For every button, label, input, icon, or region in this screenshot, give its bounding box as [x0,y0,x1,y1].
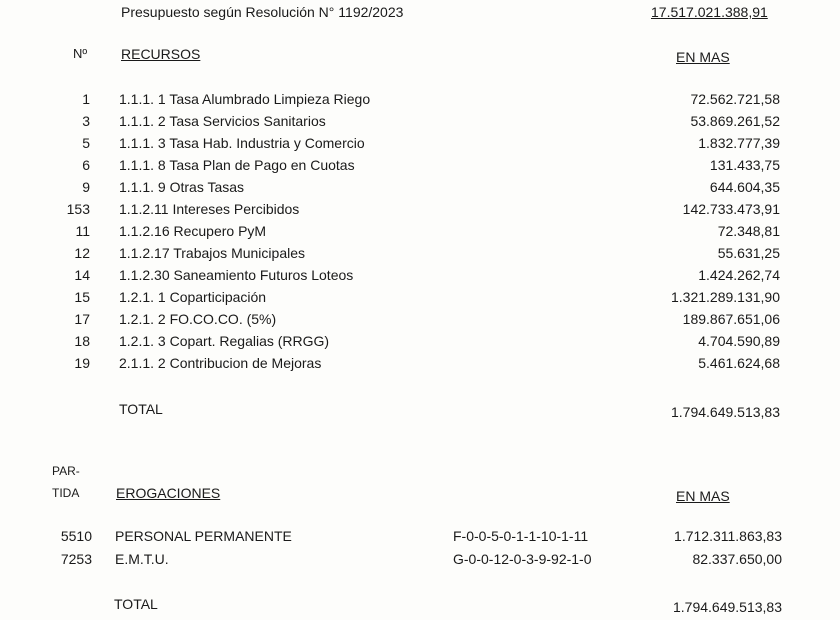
recursos-column-label: EN MAS [676,49,730,65]
recurso-amount: 53.869.261,52 [690,113,780,129]
recurso-description: 2.1.1. 2 Contribucion de Mejoras [119,355,322,371]
recurso-amount: 644.604,35 [709,179,780,195]
partida-header-line1: PAR- [52,464,80,478]
recurso-row [0,113,840,135]
recurso-amount: 4.704.590,89 [698,333,780,349]
erogacion-amount: 1.712.311.863,83 [674,528,782,544]
recurso-amount: 1.424.262,74 [698,267,780,283]
erogacion-description: PERSONAL PERMANENTE [115,528,292,544]
recurso-num: 3 [82,113,90,129]
recurso-amount: 189.867.651,06 [682,311,780,327]
recurso-num: 6 [82,157,90,173]
recurso-row [0,179,840,201]
recurso-num: 153 [66,201,90,217]
recurso-amount: 1.832.777,39 [698,135,780,151]
recurso-description: 1.1.2.11 Intereses Percibidos [119,201,300,217]
recurso-row [0,157,840,179]
erogaciones-section-label: EROGACIONES [116,485,221,501]
recurso-description: 1.1.1. 1 Tasa Alumbrado Limpieza Riego [119,91,371,107]
recurso-num: 11 [75,223,90,239]
recurso-description: 1.1.1. 3 Tasa Hab. Industria y Comercio [119,135,365,151]
recurso-description: 1.2.1. 1 Coparticipación [119,289,267,305]
erogacion-row [0,528,840,551]
recurso-row [0,201,840,223]
budget-total-amount: 17.517.021.388,91 [651,4,768,20]
erogacion-amount: 82.337.650,00 [692,551,782,567]
recurso-amount: 5.461.624,68 [698,355,780,371]
recurso-description: 1.1.2.16 Recupero PyM [119,223,267,239]
recurso-description: 1.2.1. 2 FO.CO.CO. (5%) [119,311,277,327]
recurso-num: 14 [74,267,90,283]
recurso-num: 19 [74,355,90,371]
recurso-amount: 72.348,81 [717,223,780,239]
recurso-row [0,289,840,311]
recurso-num: 15 [74,289,90,305]
recurso-amount: 72.562.721,58 [690,91,780,107]
erogacion-row [0,551,840,574]
recurso-amount: 142.733.473,91 [682,201,780,217]
recurso-amount: 1.321.289.131,90 [671,289,780,305]
recursos-total-amount: 1.794.649.513,83 [671,404,780,420]
recurso-row [0,311,840,333]
erogaciones-table [0,528,840,574]
recurso-row [0,245,840,267]
recurso-num: 9 [82,179,90,195]
recurso-num: 17 [74,311,90,327]
recurso-description: 1.1.1. 2 Tasa Servicios Sanitarios [119,113,326,129]
erogaciones-total-amount: 1.794.649.513,83 [673,599,782,615]
budget-title: Presupuesto según Resolución N° 1192/2023 [121,4,404,20]
recurso-row [0,135,840,157]
recursos-table [0,91,840,377]
recurso-num: 18 [74,333,90,349]
recurso-row [0,333,840,355]
recurso-num: 5 [82,135,90,151]
recurso-amount: 131.433,75 [709,157,780,173]
recurso-description: 1.1.1. 9 Otras Tasas [119,179,245,195]
recurso-row [0,91,840,113]
recurso-amount: 55.631,25 [717,245,780,261]
erogaciones-total-label: TOTAL [114,596,158,612]
recurso-row [0,267,840,289]
recurso-description: 1.1.2.30 Saneamiento Futuros Loteos [119,267,354,283]
recurso-description: 1.1.2.17 Trabajos Municipales [119,245,305,261]
recursos-section-label: RECURSOS [121,46,201,62]
erogacion-description: E.M.T.U. [115,551,169,567]
recursos-total-label: TOTAL [119,401,163,417]
erogacion-code: F-0-0-5-0-1-1-10-1-11 [453,528,589,544]
recurso-num: 1 [82,91,90,107]
recurso-description: 1.2.1. 3 Copart. Regalias (RRGG) [119,333,330,349]
erogacion-partida: 5510 [60,528,92,544]
partida-header-line2: TIDA [52,486,80,500]
recurso-row [0,355,840,377]
erogacion-partida: 7253 [60,551,92,567]
erogaciones-column-label: EN MAS [676,488,730,504]
recurso-description: 1.1.1. 8 Tasa Plan de Pago en Cuotas [119,157,355,173]
num-column-header: Nº [73,46,88,61]
recurso-row [0,223,840,245]
erogacion-code: G-0-0-12-0-3-9-92-1-0 [453,551,592,567]
recurso-num: 12 [74,245,90,261]
